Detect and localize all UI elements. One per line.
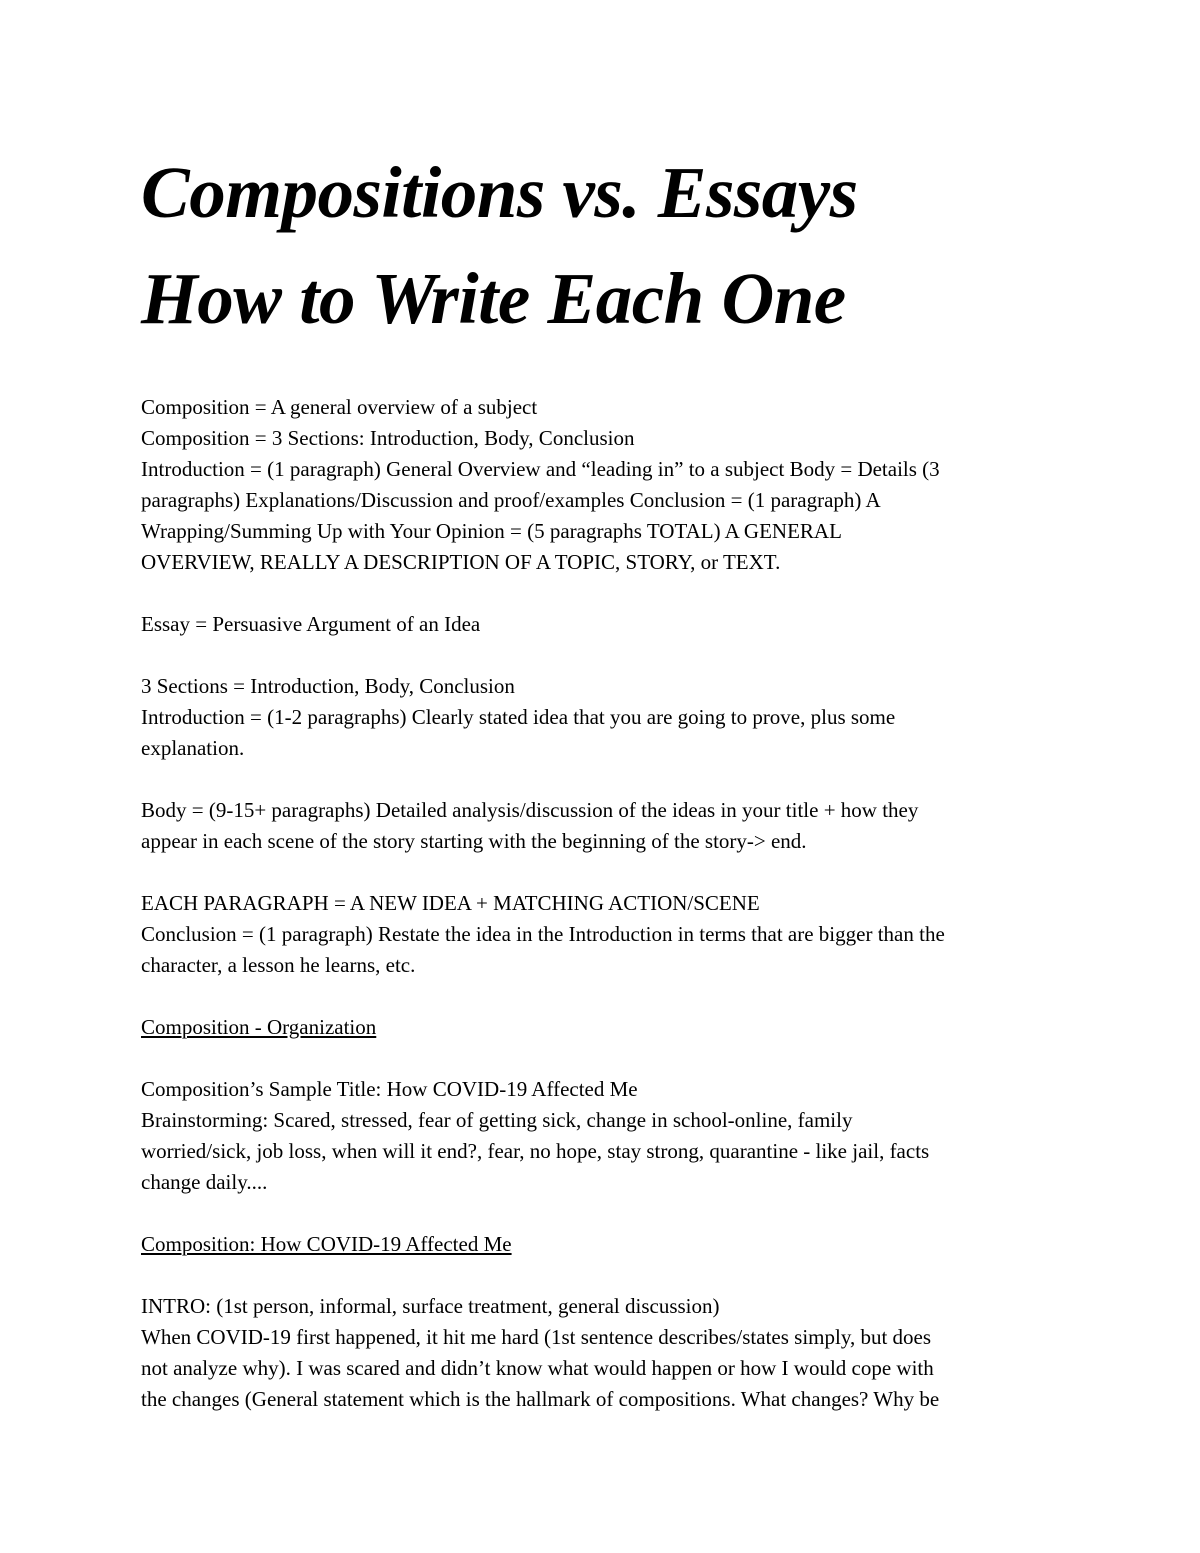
paragraph-gap xyxy=(141,1198,1061,1229)
text-line: not analyze why). I was scared and didn’t know what would happen or how I would cope with xyxy=(141,1356,934,1380)
paragraph-gap xyxy=(141,578,1061,609)
paragraph-gap xyxy=(141,981,1061,1012)
paragraph-gap xyxy=(141,764,1061,795)
text-line: EACH PARAGRAPH = A NEW IDEA + MATCHING ACTION/SCENE xyxy=(141,891,760,915)
text-line: Composition = A general overview of a subject xyxy=(141,395,538,419)
text-line: OVERVIEW, REALLY A DESCRIPTION OF A TOPIC, STORY, or TEXT. xyxy=(141,550,781,574)
text-line: INTRO: (1st person, informal, surface treatment, general discussion) xyxy=(141,1294,720,1318)
text-line: explanation. xyxy=(141,736,245,760)
text-line: 3 Sections = Introduction, Body, Conclusion xyxy=(141,674,515,698)
text-line: Composition = 3 Sections: Introduction, Body, Conclusion xyxy=(141,426,635,450)
document-title-line-2: How to Write Each One xyxy=(141,258,846,339)
text-line: When COVID-19 first happened, it hit me hard (1st sentence describes/states simply, but does xyxy=(141,1325,932,1349)
text-line: character, a lesson he learns, etc. xyxy=(141,953,416,977)
text-line: paragraphs) Explanations/Discussion and proof/examples Conclusion = (1 paragraph) A xyxy=(141,488,881,512)
document-title-line-1: Compositions vs. Essays xyxy=(141,152,858,233)
text-line: change daily.... xyxy=(141,1170,268,1194)
document-body xyxy=(141,392,1061,1415)
text-line: Essay = Persuasive Argument of an Idea xyxy=(141,612,481,636)
text-line: worried/sick, job loss, when will it end?, fear, no hope, stay strong, quarantine - like jail, facts xyxy=(141,1139,930,1163)
text-line: Composition’s Sample Title: How COVID-19 Affected Me xyxy=(141,1077,638,1101)
document-page xyxy=(141,0,1061,1415)
paragraph-gap xyxy=(141,1260,1061,1291)
section-heading-composition-sample: Composition: How COVID-19 Affected Me xyxy=(141,1232,512,1256)
text-line: Conclusion = (1 paragraph) Restate the idea in the Introduction in terms that are bigger than the xyxy=(141,922,945,946)
text-line: appear in each scene of the story starting with the beginning of the story-> end. xyxy=(141,829,807,853)
paragraph-gap xyxy=(141,1043,1061,1074)
text-line: Introduction = (1-2 paragraphs) Clearly stated idea that you are going to prove, plus some xyxy=(141,705,896,729)
paragraph-gap xyxy=(141,857,1061,888)
text-line: the changes (General statement which is the hallmark of compositions. What changes? Why be xyxy=(141,1387,940,1411)
paragraph-gap xyxy=(141,640,1061,671)
section-heading-composition-organization: Composition - Organization xyxy=(141,1015,377,1039)
text-line: Brainstorming: Scared, stressed, fear of getting sick, change in school-online, family xyxy=(141,1108,853,1132)
text-line: Body = (9-15+ paragraphs) Detailed analysis/discussion of the ideas in your title + how they xyxy=(141,798,919,822)
text-line: Wrapping/Summing Up with Your Opinion = (5 paragraphs TOTAL) A GENERAL xyxy=(141,519,842,543)
text-line: Introduction = (1 paragraph) General Overview and “leading in” to a subject Body = Details (3 xyxy=(141,457,940,481)
